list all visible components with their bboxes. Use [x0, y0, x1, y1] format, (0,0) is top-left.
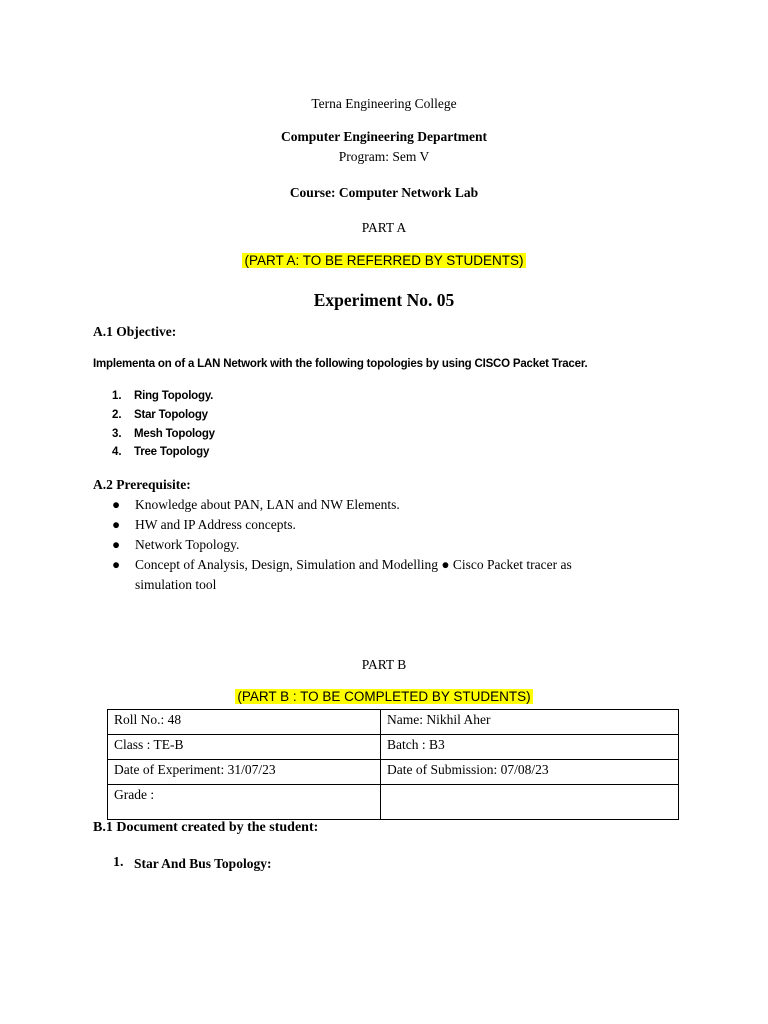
bullet-icon: ● [112, 557, 121, 572]
list-label: Star Topology [134, 409, 208, 421]
table-cell [381, 785, 679, 820]
table-cell: Name: Nikhil Aher [381, 710, 679, 735]
list-label: Mesh Topology [134, 428, 215, 440]
program-label: Program: Sem V [338, 149, 430, 164]
objective-text: Implementa on of a LAN Network with the following topologies by using CISCO Packet Tracer. [93, 358, 588, 370]
part-b-note [0, 689, 768, 704]
table-row [108, 760, 679, 785]
list-number: 1. [112, 390, 122, 402]
list-item: HW and IP Address concepts. [135, 517, 296, 532]
part-b-title: PART B [361, 657, 407, 672]
section-b1-heading: B.1 Document created by the student: [93, 820, 319, 835]
table-cell: Grade : [108, 785, 381, 820]
list-item: Concept of Analysis, Design, Simulation and Modelling ● Cisco Packet tracer as [135, 557, 572, 572]
list-number: 1. [113, 855, 124, 870]
part-b-note-highlight: (PART B : TO BE COMPLETED BY STUDENTS) [237, 689, 531, 704]
experiment-title: Experiment No. 05 [313, 290, 455, 310]
bullet-icon: ● [112, 497, 121, 512]
department-name: Computer Engineering Department [281, 129, 487, 144]
bullet-icon: ● [112, 537, 121, 552]
table-cell: Class : TE-B [108, 735, 381, 760]
list-label: Star And Bus Topology: [134, 856, 272, 871]
list-number: 3. [112, 428, 122, 440]
list-number: 2. [112, 409, 122, 421]
part-a-title: PART A [361, 220, 407, 235]
prerequisite-heading: A.2 Prerequisite: [93, 477, 191, 492]
table-cell: Roll No.: 48 [108, 710, 381, 735]
list-item: Network Topology. [135, 537, 240, 552]
table-cell: Date of Experiment: 31/07/23 [108, 760, 381, 785]
table-row [108, 710, 679, 735]
list-label: Tree Topology [134, 446, 210, 458]
student-info-table [107, 709, 679, 820]
bullet-icon: ● [112, 517, 121, 532]
list-item-continuation: simulation tool [135, 577, 217, 592]
table-row [108, 785, 679, 820]
list-label: Ring Topology. [134, 390, 214, 402]
list-item: Knowledge about PAN, LAN and NW Elements. [135, 497, 400, 512]
table-cell: Batch : B3 [381, 735, 679, 760]
objective-heading: A.1 Objective: [93, 324, 177, 339]
part-a-note [0, 253, 768, 268]
list-number: 4. [112, 446, 122, 458]
college-name: Terna Engineering College [311, 96, 457, 111]
table-row [108, 735, 679, 760]
table-cell: Date of Submission: 07/08/23 [381, 760, 679, 785]
course-label: Course: Computer Network Lab [289, 185, 479, 200]
part-a-note-highlight: (PART A: TO BE REFERRED BY STUDENTS) [244, 253, 524, 268]
